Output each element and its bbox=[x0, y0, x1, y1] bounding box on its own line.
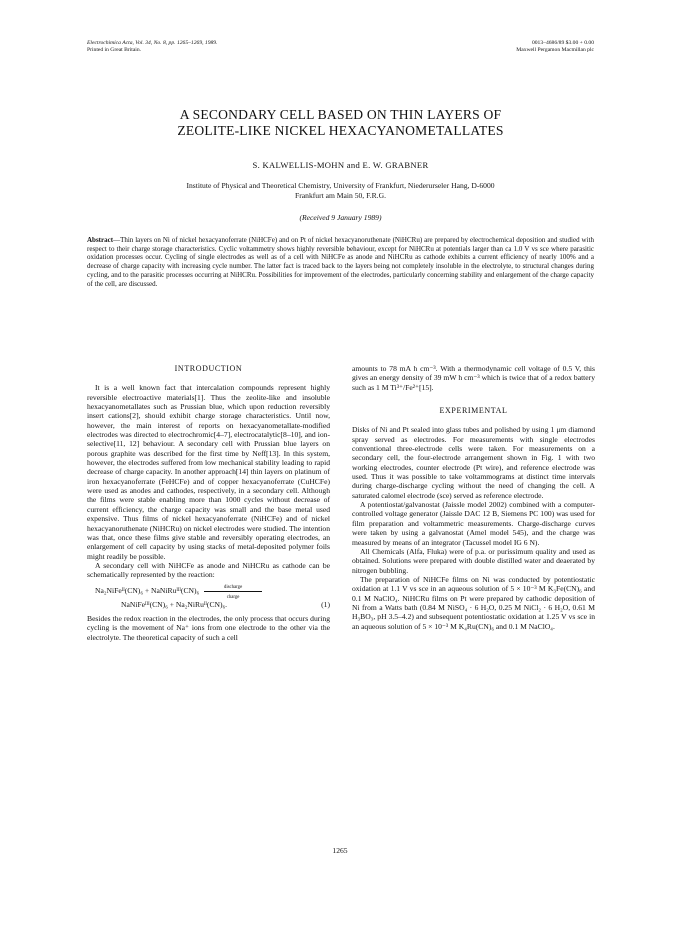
affiliation bbox=[110, 181, 571, 200]
abstract-text: —Thin layers on Ni of nickel hexacyanoferrate (NiHCFe) and on Pt of nickel hexacyanoruthenate (NiHCRu) are prepared by electrochemical deposition and studied with respect to their charge storage characteristics. Cyclic voltammetry shows highly reversible behaviour, except for NiHCRu at potentials larger than ca 1.0 V vs sce where parasitic oxidation processes occur. Cycling of single electrodes as well as of a cell with NiHCFe as anode and NiHCRu as cathode exhibits a current efficiency of nearly 100% and a decrease of charge capacity with increasing cycle number. The latter fact is traced back to the layers being not completely insoluble in the electrolyte, to structural changes during cycling, and to the parasitic processes occurring at NiHCRu. Possibilities for improvement of the electrodes, particularly concerning stability and enlargement of the charge capacity of the cell, are discussed. bbox=[87, 236, 594, 288]
experimental-paragraph-3: All Chemicals (Alfa, Fluka) were of p.a. or purissimum quality and used as obtained. Solutions were prepared with double distilled water and deaerated by nitrogen bubbling. bbox=[352, 546, 595, 575]
equation-products: NaNiFeᴵᴵᴵ(CN)₆ + Na₂NiRuᴵᴵ(CN)₆. bbox=[121, 599, 228, 609]
equation-line-2 bbox=[87, 600, 330, 609]
intro-continuation: amounts to 78 mA h cm⁻³. With a thermodynamic cell voltage of 0.5 V, this gives an energy density of 39 mW h cm⁻³ which is twice that of a redox battery such as 1 M Ti³⁺/Fe²⁺[15]. bbox=[352, 364, 595, 392]
intro-paragraph-3: Besides the redox reaction in the electrodes, the only process that occurs during cycling is the movement of Na⁺ ions from one electrode to the other via the electrolyte. The theoretical capacity of such a cell bbox=[87, 613, 330, 642]
experimental-paragraph-1: Disks of Ni and Pt sealed into glass tubes and polished by using 1 μm diamond spray served as electrodes. For measurements with single electrodes conventional three-electrode cells were taken. For measurements on a secondary cell, the four-electrode arrangement shown in Fig. 1 with two working electrodes, counter electrode (Pt wire), and reference electrode was used. Thus it was possible to take voltammograms at distinct time intervals during charge-discharge cycling without the need of changing the cell. A saturated calomel electrode (sce) served as reference electrode. bbox=[352, 425, 595, 500]
intro-paragraph-2: A secondary cell with NiHCFe as anode and NiHCRu as cathode can be schematically represented by the reaction: bbox=[87, 560, 330, 580]
left-column bbox=[87, 364, 330, 642]
arrow-label-discharge: discharge bbox=[223, 584, 243, 590]
page-number: 1265 bbox=[332, 846, 348, 855]
title-line-1: A SECONDARY CELL BASED ON THIN LAYERS OF bbox=[179, 107, 502, 122]
equation-number: (1) bbox=[321, 599, 330, 609]
introduction-heading: INTRODUCTION bbox=[174, 364, 243, 373]
affiliation-line-1: Institute of Physical and Theoretical Chemistry, University of Frankfurt, Niederurseler Hang, D-6000 bbox=[186, 181, 495, 190]
equation-line-1 bbox=[95, 586, 330, 598]
arrow-shaft bbox=[204, 591, 262, 592]
abstract-label: Abstract bbox=[87, 236, 114, 244]
experimental-paragraph-2: A potentiostat/galvanostat (Jaissle model 2002) combined with a computer-controlled voltage generator (Jaissle DAC 12 B, Siemens PC 100) was used for film preparation and voltammetric measurements. Charge-discharge curves were taken by using a galvanostat (Amel model 545), and the charge was measured by means of an integrator (Tacussel model IG 6 N). bbox=[352, 500, 595, 547]
title-line-2: ZEOLITE-LIKE NICKEL HEXACYANOMETALLATES bbox=[177, 123, 504, 138]
experimental-heading: EXPERIMENTAL bbox=[439, 406, 508, 416]
received-date: (Received 9 January 1989) bbox=[299, 213, 382, 222]
intro-paragraph-1: It is a well known fact that intercalation compounds represent highly reversible electroactive materials[1]. Thus the zeolite-like and insoluble hexacyanometallates such as Prussian blue, which upon reduction reversibly insert cations[2], should exhibit charge storage characteristics. Until now, however, the main interest of reports on hexacyanometallate-modified electrodes was directed to electrochromic[4–7], electrocatalytic[8–10], and ion-selective[11, 12] behaviour. A secondary cell with Prussian blue layers on porous graphite was described for the first time by Neff[13]. In this system, however, the electrodes suffered from low mechanical stability leading to rapid decrease of charge capacity. In another approach[14] thin layers on platinum of iron hexacyanoferrate (FeHCFe) and of copper hexacyanoferrate (CuHCFe) were used as anodes and cathodes, respectively, in a secondary cell. Although the films were stable enabling more than 1000 cycles without decrease of current efficiency, the charge capacity was small and the base metal used expensive. Thus films of nickel hexacyanoferrate (NiHCFe) and of nickel hexacyanoruthenate (NiHCRu) on nickel electrodes were studied. The intention was that, once these films give stable and reversibly operating electrodes, an enlargement of cell capacity by using stacks of metal-deposited polymer foils might readily be possible. bbox=[87, 383, 330, 561]
publisher-code bbox=[516, 40, 594, 54]
equation-reactants: Na₂NiFeᴵᴵ(CN)₆ + NaNiRuᴵᴵᴵ(CN)₆ bbox=[95, 585, 200, 595]
journal-line: Electrochimica Acta, Vol. 34, No. 8, pp. 1265–1269, 1989. bbox=[87, 40, 218, 46]
abstract bbox=[87, 236, 594, 288]
right-column bbox=[352, 364, 595, 631]
authors: S. KALWELLIS-MOHN and E. W. GRABNER bbox=[252, 160, 429, 170]
affiliation-line-2: Frankfurt am Main 50, F.R.G. bbox=[295, 190, 386, 200]
publisher-name: Maxwell Pergamon Macmillan plc bbox=[516, 47, 594, 53]
experimental-paragraph-4: The preparation of NiHCFe films on Ni was conducted by potentiostatic oxidation at 1.1 V vs sce in an aqueous solution of 5 × 10⁻³ M K₃Fe(CN)₆ and 0.1 M NaClO₄. NiHCRu films on Pt were prepared by cathodic deposition of Ni from a Watts bath (0.84 M NiSO₄ · 6 H₂O, 0.25 M NiCl₂ · 6 H₂O, 0.61 M H₃BO₃, pH 3.5–4.2) and subsequent potentiostatic oxidation at 1.25 V vs sce in an aqueous solution of 5 × 10⁻³ M K₄Ru(CN)₆ and 0.1 M NaClO₄. bbox=[352, 574, 595, 631]
journal-citation bbox=[87, 40, 218, 54]
price-code: 0013–4686/89 $3.00 + 0.00 bbox=[531, 40, 594, 46]
paper-title bbox=[87, 107, 594, 139]
arrow-label-charge: charge bbox=[226, 594, 240, 600]
printed-line: Printed in Great Britain. bbox=[87, 47, 142, 53]
reaction-arrow bbox=[204, 584, 262, 600]
